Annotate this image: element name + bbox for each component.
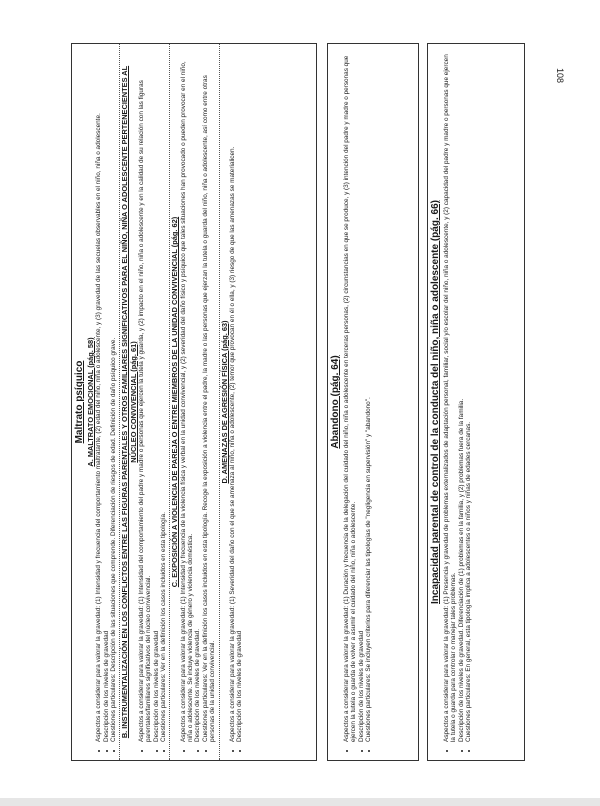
section-amenazas [219, 44, 246, 760]
bottom-scroll-bar [0, 798, 600, 806]
section-exposicion-violencia [169, 44, 218, 760]
bullet-list [180, 50, 217, 754]
section-heading: C. EXPOSICIÓN A VIOLENCIA DE PAREJA O ENTRE MIEMBROS DE LA UNIDAD CONVIVENCIAL (pág. 62) [170, 216, 180, 588]
maltrato-title: Maltrato psíquico [74, 360, 85, 444]
section-maltrato-emocional [86, 44, 119, 760]
list-item: • Aspectos a considerar para valorar la gravedad: (1) Duración y frecuencia de la delegación del cuidado del niño, niña o adolescente en terceras personas, (2) circunstancias en que se produce, y (3) intención del padre y madre o personas que ejercen la tutela o guarda de volver a asumir el cuidado del niño, niña o adolescente. [343, 50, 358, 742]
list-item: • Cuestiones particulares: En general, esta tipología implica a adolescentes o a niños y niñas de edades cercanas. [465, 50, 472, 742]
bullet-list [95, 50, 117, 754]
abandono-title: Abandono (pág. 64) [330, 355, 341, 449]
list-item: • Descripción de los niveles de gravedad [153, 50, 160, 742]
list-item: • Aspectos a considerar para valorar la gravedad: (1) Severidad del daño con el que se amenaza al niño, niña o adolescente, (2) temor que provocan en él o ella, y (3) riesgo de que las amenazas se materialicen. [229, 50, 236, 742]
list-item: • Descripción de los niveles de gravedad [236, 50, 243, 742]
panel-maltrato-psiquico [71, 43, 317, 761]
bullet-list [138, 50, 168, 754]
section-incapacidad [442, 44, 475, 760]
list-item: • Aspectos a considerar para valorar la gravedad: (1) Intensidad y frecuencia de la violencia física y verbal en la unidad convivencial, y (2) severidad del daño físico y psíquico que tales situaciones han provocado o pueden provocar en el niño, niña o adolescente. Se incluye violencia de género y violencia doméstica. [180, 50, 195, 742]
list-item: • Aspectos a considerar para valorar la gravedad: (1) Intensidad del comportamiento del padre y madre o personas que ejercen la tutela y guarda, y (2) impacto en el niño, niña o adolescente y en la calidad de su relación con las figuras parentales/familiares significativos del núcleo convivencial. [138, 50, 153, 742]
list-item: • Descripción de los niveles de gravedad. [194, 50, 201, 742]
rotated-content [69, 43, 531, 761]
list-item: • Cuestiones particulares: Ver en la definición los casos incluidos en esta tipología. [160, 50, 167, 742]
section-heading: B. INSTRUMENTALIZACIÓN EN LOS CONFLICTOS ENTRE LAS FIGURAS PARENTALES Y OTROS FAMILIARES SIGNIFICATIVOS PARA EL NIÑO, NIÑA O ADOLESCENTE PERTENECIENTES AL NÚCLEO CONVIVENCIAL (pág. 61) [120, 65, 138, 739]
incapacidad-title: Incapacidad parental de control de la conducta del niño, niña o adolescente (pág. 66) [430, 200, 441, 604]
list-item: • Descripción de los niveles de gravedad [103, 50, 110, 742]
bullet-list [229, 50, 244, 754]
bullet-list [443, 50, 473, 754]
bullet-list [343, 50, 373, 754]
section-heading: D. AMENAZAS DE AGRESIÓN FÍSICA (pág. 63) [219, 320, 229, 484]
list-item: • Cuestiones particulares: Descripción de las situaciones que comprende. Diferenciación de riesgos de edad. Definición de daño psíquico grave. [110, 50, 117, 742]
list-item: • Cuestiones particulares: Ver en la definición los casos incluidos en esta tipología. Recoge la exposición a violencia entre el padre, la madre o las personas que ejerzan la tutela o guarda del niño, niña o adolescente, así como entre otras personas de la unidad convivencial. [202, 50, 217, 742]
section-instrumentalizacion [119, 44, 169, 760]
list-item: • Descripción de los niveles de gravedad [358, 50, 365, 742]
panel-incapacidad-parental [427, 43, 525, 761]
list-item: • Descripción de los niveles de gravedad. Diferenciación de (1) problemas en la familia, y (2) problemas fuera de la familia. [458, 50, 465, 742]
section-abandono [342, 44, 375, 760]
list-item: • Aspectos a considerar para valorar la gravedad: (1) Presencia y gravedad de problemas externalizados de adaptación personal, familiar, social y/o escolar del niño, niña o adolescente, y (2) capacidad del padre y madre o personas que ejercen la tutela o guarda para controlar o manejar tales problemas. [443, 50, 458, 742]
list-item: • Cuestiones particulares: Se incluyen criterios para diferenciar las tipologías de "negligencia en supervisión" y "abandono". [365, 50, 372, 742]
section-heading: A. MALTRATO EMOCIONAL (pág. 58) [86, 337, 95, 467]
panel-abandono [327, 43, 419, 761]
list-item: • Aspectos a considerar para valorar la gravedad: (1) Intensidad y frecuencia del comportamiento maltratante, (2) edad del niño, niña o adolescente, y (3) gravedad de las secuelas observables en el niño, niña o adolescente. [95, 50, 102, 742]
page-number: 108 [555, 68, 565, 84]
